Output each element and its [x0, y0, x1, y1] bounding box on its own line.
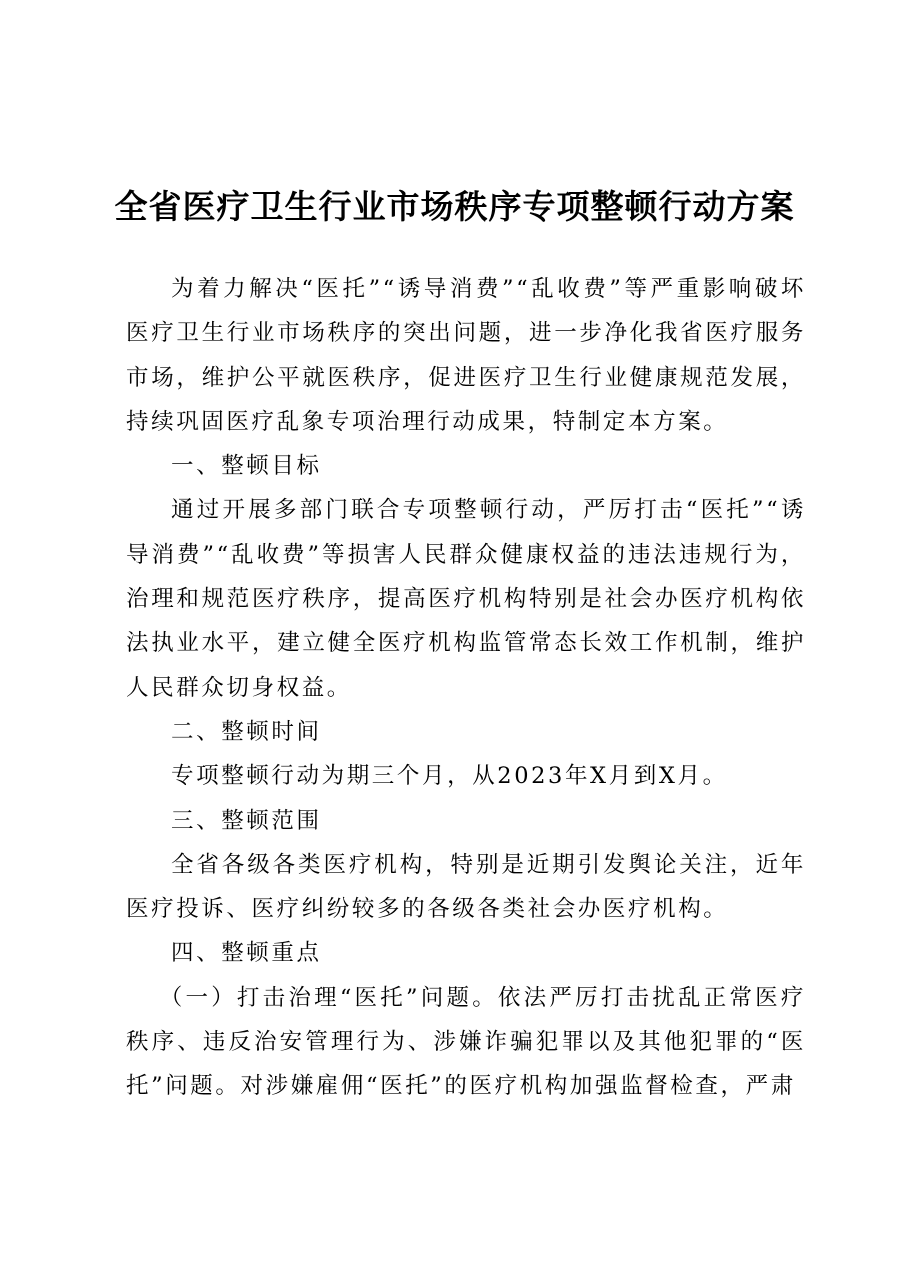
- section-time-paragraph: 专项整顿行动为期三个月，从2023年X月到X月。: [171, 763, 728, 790]
- section-heading-focus: 四、整顿重点: [171, 940, 322, 967]
- document-title: 全省医疗卫生行业市场秩序专项整顿行动方案: [114, 187, 795, 226]
- document-body: [126, 267, 806, 1109]
- section-heading-goals: 一、整顿目标: [171, 453, 322, 480]
- section-focus-item-1: （一）打击治理“医托”问题。依法严厉打击扰乱正常医疗秩序、违反治安管理行为、涉嫌诈骗犯罪以及其他犯罪的“医托”问题。对涉嫌雇佣“医托”的医疗机构加强监督检查，严肃: [126, 984, 806, 1100]
- section-heading-time: 二、整顿时间: [171, 718, 322, 745]
- section-heading-scope: 三、整顿范围: [171, 807, 322, 834]
- section-goals-paragraph: 通过开展多部门联合专项整顿行动，严厉打击“医托”“诱导消费”“乱收费”等损害人民群众健康权益的违法违规行为，治理和规范医疗秩序，提高医疗机构特别是社会办医疗机构依法执业水平，建立健全医疗机构监管常态长效工作机制，维护人民群众切身权益。: [126, 497, 806, 701]
- intro-paragraph: 为着力解决“医托”“诱导消费”“乱收费”等严重影响破坏医疗卫生行业市场秩序的突出问题，进一步净化我省医疗服务市场，维护公平就医秩序，促进医疗卫生行业健康规范发展，持续巩固医疗乱象专项治理行动成果，特制定本方案。: [126, 276, 806, 435]
- section-scope-paragraph: 全省各级各类医疗机构，特别是近期引发舆论关注，近年医疗投诉、医疗纠纷较多的各级各类社会办医疗机构。: [126, 851, 806, 923]
